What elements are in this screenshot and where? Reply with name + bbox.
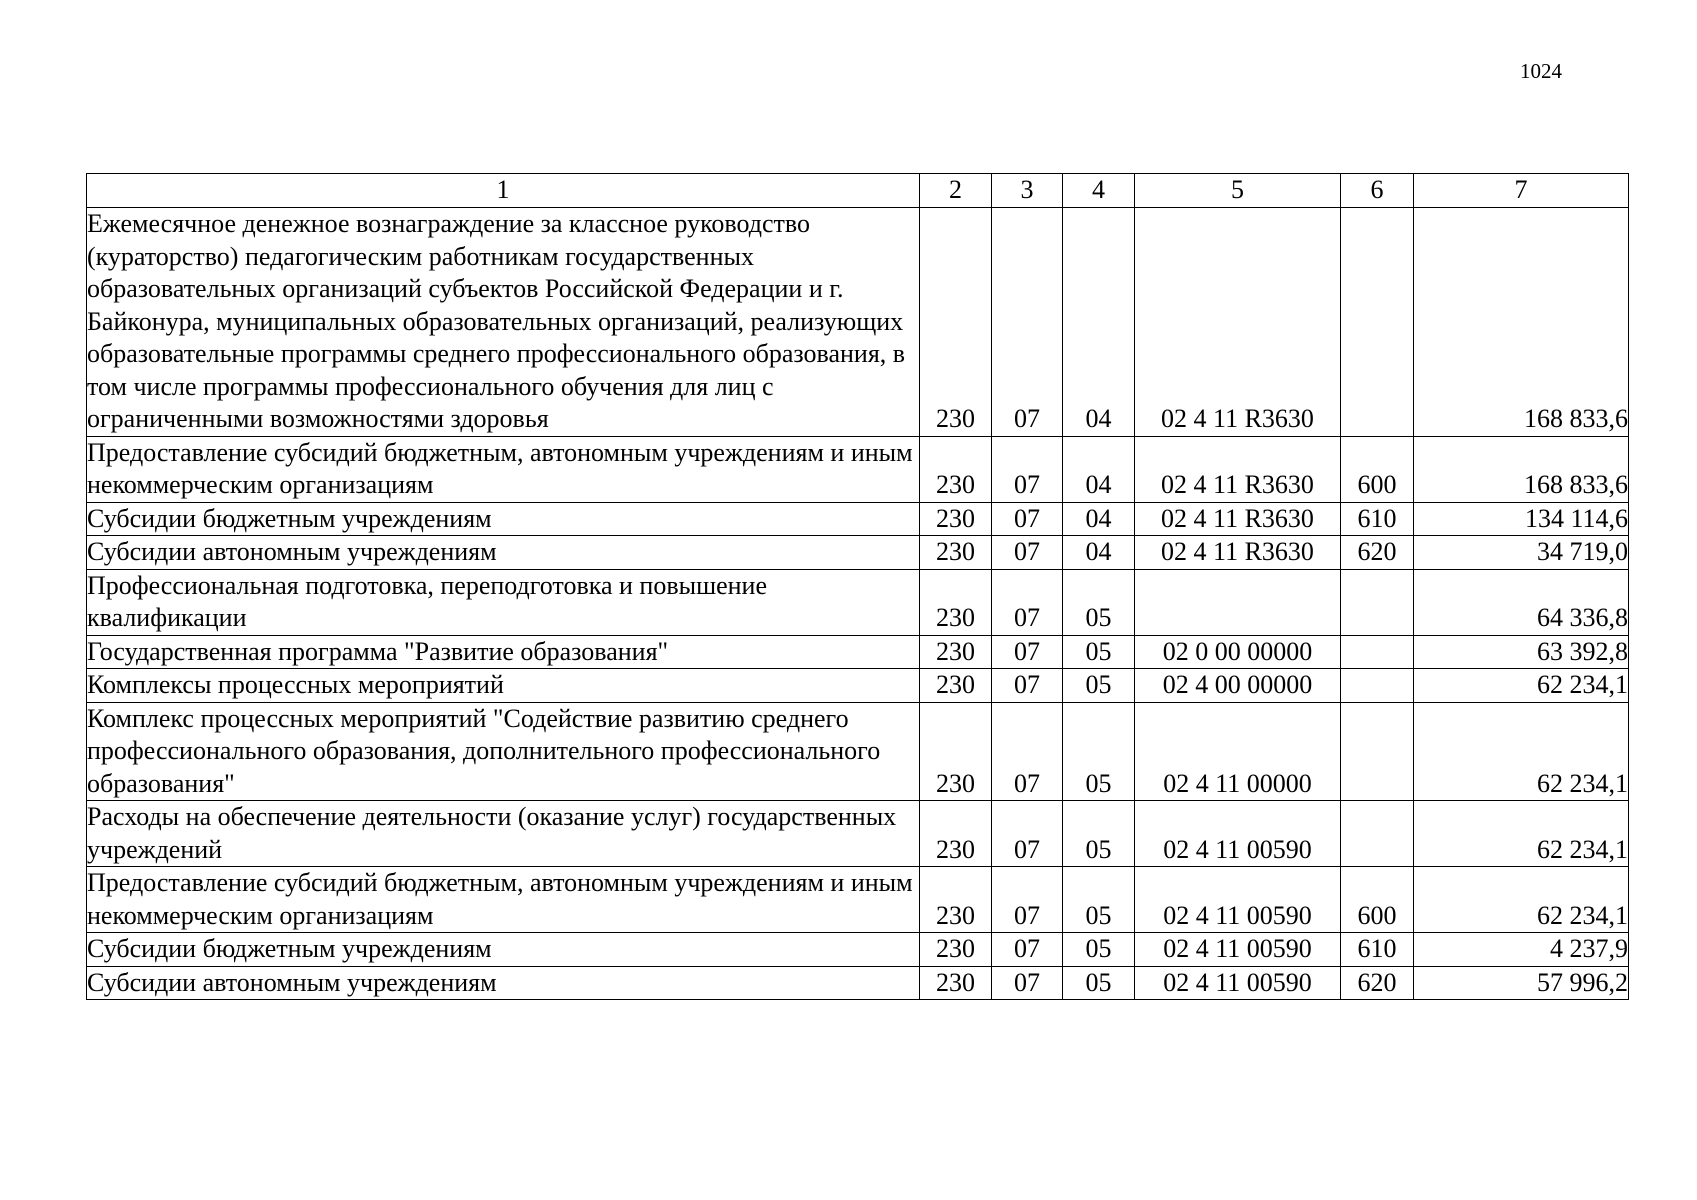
target-article-cell: 02 4 11 00590 [1135,966,1341,1000]
expense-type-cell [1341,208,1414,437]
target-article-cell: 02 4 11 00590 [1135,801,1341,867]
column-header: 6 [1341,174,1414,208]
amount-cell: 34 719,0 [1414,536,1629,570]
expense-type-cell [1341,702,1414,801]
subsection-code-cell: 05 [1063,933,1135,967]
amount-cell: 63 392,8 [1414,635,1629,669]
expense-type-cell: 610 [1341,502,1414,536]
column-header: 3 [992,174,1063,208]
amount-cell: 168 833,6 [1414,436,1629,502]
expense-name-cell: Субсидии бюджетным учреждениям [87,502,920,536]
column-header: 1 [87,174,920,208]
column-header: 5 [1135,174,1341,208]
section-code-cell: 07 [992,569,1063,635]
expense-name-cell: Государственная программа "Развитие образования" [87,635,920,669]
expense-type-cell [1341,801,1414,867]
table-row [87,536,1629,570]
table-row [87,502,1629,536]
section-code-cell: 07 [992,635,1063,669]
expense-name-cell: Субсидии бюджетным учреждениям [87,933,920,967]
ministry-code-cell: 230 [920,966,992,1000]
subsection-code-cell: 05 [1063,569,1135,635]
ministry-code-cell: 230 [920,436,992,502]
table-row [87,635,1629,669]
target-article-cell: 02 0 00 00000 [1135,635,1341,669]
section-code-cell: 07 [992,669,1063,703]
target-article-cell: 02 4 11 R3630 [1135,208,1341,437]
expense-type-cell: 620 [1341,966,1414,1000]
section-code-cell: 07 [992,536,1063,570]
ministry-code-cell: 230 [920,702,992,801]
subsection-code-cell: 04 [1063,536,1135,570]
table-row [87,702,1629,801]
expense-name-cell: Предоставление субсидий бюджетным, автономным учреждениям и иным некоммерческим организациям [87,436,920,502]
expense-type-cell [1341,635,1414,669]
target-article-cell [1135,569,1341,635]
target-article-cell: 02 4 11 00000 [1135,702,1341,801]
section-code-cell: 07 [992,502,1063,536]
ministry-code-cell: 230 [920,669,992,703]
section-code-cell: 07 [992,436,1063,502]
ministry-code-cell: 230 [920,635,992,669]
column-header: 4 [1063,174,1135,208]
section-code-cell: 07 [992,966,1063,1000]
page-number: 1024 [1520,59,1562,83]
expense-name-cell: Профессиональная подготовка, переподготовка и повышение квалификации [87,569,920,635]
ministry-code-cell: 230 [920,536,992,570]
table-row [87,801,1629,867]
subsection-code-cell: 04 [1063,436,1135,502]
amount-cell: 168 833,6 [1414,208,1629,437]
expense-type-cell [1341,569,1414,635]
amount-cell: 64 336,8 [1414,569,1629,635]
header-row [87,174,1629,208]
ministry-code-cell: 230 [920,933,992,967]
subsection-code-cell: 05 [1063,801,1135,867]
expense-type-cell: 600 [1341,867,1414,933]
table-row [87,569,1629,635]
amount-cell: 4 237,9 [1414,933,1629,967]
column-header: 7 [1414,174,1629,208]
subsection-code-cell: 05 [1063,966,1135,1000]
budget-table [86,173,1629,1000]
amount-cell: 62 234,1 [1414,669,1629,703]
ministry-code-cell: 230 [920,208,992,437]
ministry-code-cell: 230 [920,502,992,536]
expense-type-cell: 610 [1341,933,1414,967]
expense-name-cell: Предоставление субсидий бюджетным, автономным учреждениям и иным некоммерческим организациям [87,867,920,933]
ministry-code-cell: 230 [920,569,992,635]
ministry-code-cell: 230 [920,801,992,867]
expense-type-cell [1341,669,1414,703]
expense-name-cell: Субсидии автономным учреждениям [87,966,920,1000]
section-code-cell: 07 [992,801,1063,867]
expense-type-cell: 600 [1341,436,1414,502]
target-article-cell: 02 4 11 R3630 [1135,536,1341,570]
table-row [87,933,1629,967]
amount-cell: 62 234,1 [1414,702,1629,801]
target-article-cell: 02 4 11 00590 [1135,933,1341,967]
subsection-code-cell: 05 [1063,669,1135,703]
subsection-code-cell: 04 [1063,502,1135,536]
target-article-cell: 02 4 11 R3630 [1135,502,1341,536]
table-row [87,669,1629,703]
table-row [87,867,1629,933]
section-code-cell: 07 [992,933,1063,967]
subsection-code-cell: 05 [1063,702,1135,801]
target-article-cell: 02 4 11 R3630 [1135,436,1341,502]
amount-cell: 62 234,1 [1414,801,1629,867]
expense-type-cell: 620 [1341,536,1414,570]
amount-cell: 62 234,1 [1414,867,1629,933]
expense-name-cell: Комплексы процессных мероприятий [87,669,920,703]
section-code-cell: 07 [992,208,1063,437]
section-code-cell: 07 [992,867,1063,933]
amount-cell: 134 114,6 [1414,502,1629,536]
expense-name-cell: Субсидии автономным учреждениям [87,536,920,570]
target-article-cell: 02 4 00 00000 [1135,669,1341,703]
expense-name-cell: Комплекс процессных мероприятий "Содействие развитию среднего профессионального образования, дополнительного профессионального образования" [87,702,920,801]
subsection-code-cell: 04 [1063,208,1135,437]
subsection-code-cell: 05 [1063,867,1135,933]
table-row [87,966,1629,1000]
amount-cell: 57 996,2 [1414,966,1629,1000]
table-row [87,436,1629,502]
ministry-code-cell: 230 [920,867,992,933]
target-article-cell: 02 4 11 00590 [1135,867,1341,933]
section-code-cell: 07 [992,702,1063,801]
table-row [87,208,1629,437]
expense-name-cell: Ежемесячное денежное вознаграждение за классное руководство (кураторство) педагогическим работникам государственных образовательных организаций субъектов Российской Федерации и г. Байконура, муниципальных образовательных организаций, реализующих образовательные программы среднего профессионального образования, в том числе программы профессионального обучения для лиц с ограниченными возможностями здоровья [87,208,920,437]
subsection-code-cell: 05 [1063,635,1135,669]
column-header: 2 [920,174,992,208]
expense-name-cell: Расходы на обеспечение деятельности (оказание услуг) государственных учреждений [87,801,920,867]
